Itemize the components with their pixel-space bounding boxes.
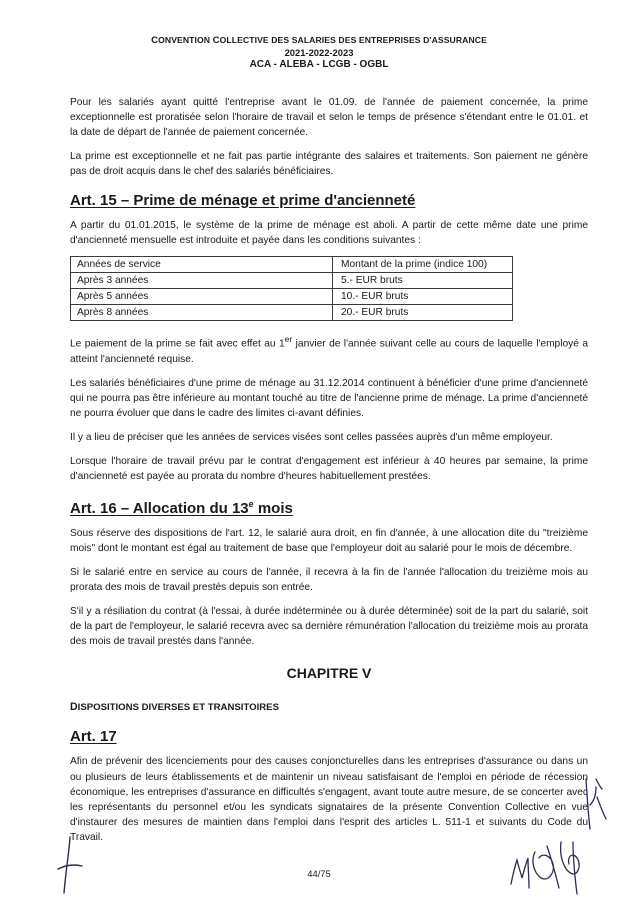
intro-paragraph-2: La prime est exceptionnelle et ne fait pas partie intégrante des salaires et traitements. Son paiement ne génère pas de droit acquis dans le chef des salariés bénéficiaires. [70,151,588,178]
art16-paragraph-2: Si le salarié entre en service au cours de l'année, il recevra à la fin de l'année l'allocation du treizième mois au prorata des mois de travail prestés depuis son entrée. [70,566,588,594]
art15-paragraph-2: Le paiement de la prime se fait avec effet au 1er janvier de l'année suivant celle au cours de laquelle l'employé a atteint l'ancienneté requise. [70,334,588,366]
table-cell: 10.- EUR bruts [333,289,513,305]
prime-anciennete-table [70,256,513,321]
table-cell: 20.- EUR bruts [333,305,513,321]
signature-initials-bottom [507,838,587,896]
art16-paragraph-1: Sous réserve des dispositions de l'art. 12, le salarié aura droit, en fin d'année, à une allocation dite du "treizième mois" dont le montant est égal au traitement de base que l'employeur doit au salarié pour le mois de décembre. [70,527,588,555]
intro-paragraph-1: Pour les salariés ayant quitté l'entreprise avant le 01.09. de l'année de paiement concernée, la prime exceptionnelle est proratisée selon l'horaire de travail et selon le temps de présence s'étendant entre le 01.01. et la date de départ de l'année de paiement concernée. [70,97,588,139]
page-number: 44/75 [307,868,331,879]
art15-paragraph-3: Les salariés bénéficiaires d'une prime de ménage au 31.12.2014 continuent à bénéficier d'une prime d'ancienneté qui ne pourra pas être inférieure au montant touché au titre de l'ancienne prime de ménage. La prime d'ancienneté ne pourra évoluer que dans le cadre des limites ci-avant définies. [70,377,588,420]
art15-paragraph-5: Lorsque l'horaire de travail prévu par le contrat d'engagement est inférieur à 40 heures par semaine, la prime d'ancienneté est payée au prorata du nombre d'heures habituellement prestées. [70,455,588,482]
document-body [70,95,588,854]
table-cell: Après 8 années [71,305,333,321]
header-years: 2021-2022-2023 [284,47,354,58]
art15-paragraph-4: Il y a lieu de préciser que les années de services visées sont celles passées auprès d'un même employeur. [70,431,553,443]
table-header-row [71,257,513,273]
art17-paragraph-1: Afin de prévenir des licenciements pour des causes conjoncturelles dans les entreprises d'assurance ou dans un ou plusieurs de leurs établissements et de maintenir un niveau satisfaisant de l'emploi en période de récession économique, les entreprises d'assurance en difficultés s'engagent, avant toute autre mesure, de se concerter avec les représentants du personnel et/ou les syndicats signataires de la présente Convention Collective en vue d'instaurer des mesures de maintien dans l'emploi dans l'esprit des articles L. 511-1 et suivants du Code du Travail. [70,756,588,844]
art16-title: Art. 16 – Allocation du 13e mois [70,498,293,517]
initials-right-margin [580,775,610,833]
table-cell: Après 3 années [71,273,333,289]
chapter-title: CHAPITRE V [286,665,372,682]
section-heading: DISPOSITIONS DIVERSES ET TRANSITOIRES [70,701,279,714]
art16-paragraph-3: S'il y a résiliation du contrat (à l'essai, à durée indéterminée ou à durée déterminée) soit de la part du salarié, soit de la part de l'employeur, le salarié recevra avec sa dernière rémunération l'allocation du treizième mois au prorata des mois de travail prestés dans l'année. [70,605,588,648]
document-header [0,34,638,71]
header-signatories: ACA - ALEBA - LCGB - OGBL [249,59,389,70]
signature-left [52,835,86,897]
table-header-cell: Montant de la prime (indice 100) [333,257,513,273]
art17-title: Art. 17 [70,728,117,746]
table-row [71,289,513,305]
table-row [71,273,513,289]
table-cell: 5.- EUR bruts [333,273,513,289]
table-cell: Après 5 années [71,289,333,305]
header-title: CONVENTION COLLECTIVE DES SALARIES DES ENTREPRISES D'ASSURANCE [151,35,487,46]
table-header-cell: Années de service [71,257,333,273]
art15-paragraph-1: A partir du 01.01.2015, le système de la prime de ménage est aboli. A partir de cette même date une prime d'ancienneté mensuelle est introduite et payée dans les conditions suivantes : [70,219,588,246]
art15-title: Art. 15 – Prime de ménage et prime d'ancienneté [70,191,416,209]
table-row [71,305,513,321]
